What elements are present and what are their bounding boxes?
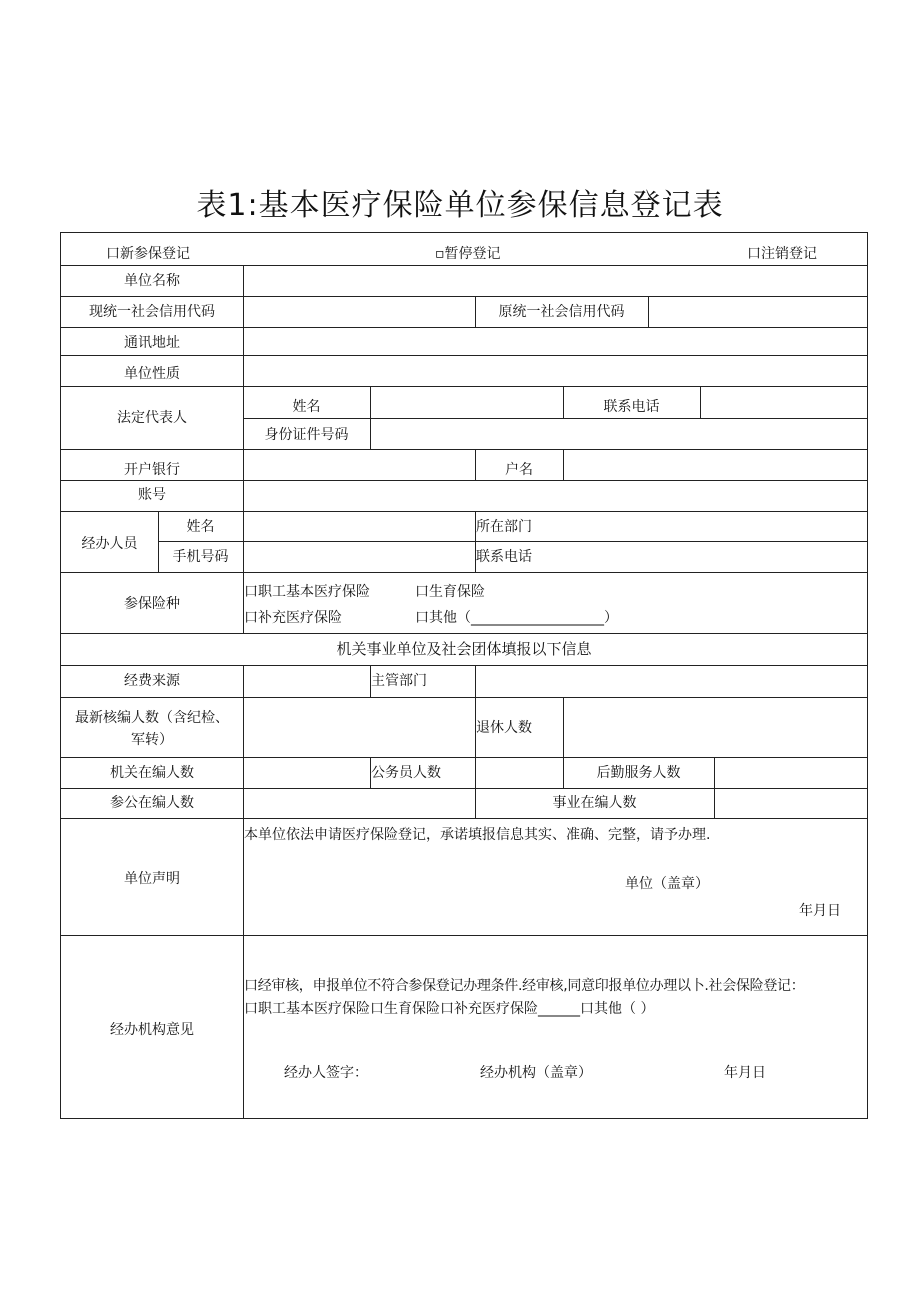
cancel-registration-checkbox[interactable]: 口注销登记	[747, 246, 817, 262]
inst-staff-label: 事业在编人数	[552, 795, 637, 811]
retirees-label: 退休人数	[476, 720, 532, 736]
account-no-label: 账号	[138, 487, 166, 503]
handler-name-label: 姓名	[186, 519, 215, 535]
legal-phone-field[interactable]	[701, 387, 867, 418]
supervisor-label: 主管部门	[371, 673, 427, 689]
unit-seal-label: 单位（盖章）	[625, 876, 709, 892]
opinion-date: 年月日	[724, 1065, 766, 1081]
credit-code-label: 现统一社会信用代码	[89, 304, 215, 320]
bank-label: 开户银行	[124, 462, 180, 478]
handler-name-field[interactable]	[244, 512, 475, 541]
handler-mobile-field[interactable]	[244, 542, 475, 572]
gov-staff-field[interactable]	[244, 758, 370, 788]
fund-source-label: 经费来源	[124, 673, 180, 689]
pause-registration-checkbox[interactable]: ▫暂停登记	[435, 246, 501, 262]
other-insurance-checkbox[interactable]: 口其他（___________________）	[415, 610, 618, 626]
unit-name-label: 单位名称	[124, 273, 180, 289]
inst-staff-field[interactable]	[715, 789, 867, 818]
handler-mobile-label: 手机号码	[172, 549, 229, 565]
orig-credit-code-label: 原统一社会信用代码	[498, 304, 625, 320]
staff-quota-label: 最新核编人数（含纪检、	[75, 710, 229, 726]
ref-staff-field[interactable]	[244, 789, 475, 818]
bank-field[interactable]	[244, 450, 475, 480]
civil-servants-label: 公务员人数	[371, 765, 441, 781]
legal-phone-label: 联系电话	[603, 399, 660, 415]
retirees-field[interactable]	[564, 698, 867, 757]
supplement-medical-checkbox[interactable]: 口补充医疗保险	[244, 610, 342, 626]
account-no-field[interactable]	[244, 481, 867, 511]
agency-opinion-label: 经办机构意见	[110, 1022, 194, 1038]
handler-signature-label: 经办人签字：	[284, 1065, 368, 1081]
legal-id-label: 身份证件号码	[264, 427, 349, 443]
declaration-label: 单位声明	[124, 871, 180, 887]
unit-name-field[interactable]	[244, 266, 867, 296]
legal-id-field[interactable]	[371, 419, 867, 449]
fund-source-field[interactable]	[244, 666, 370, 697]
supervisor-field[interactable]	[476, 666, 867, 697]
ref-staff-label: 参公在编人数	[110, 795, 194, 811]
unit-nature-label: 单位性质	[124, 366, 180, 382]
handler-label: 经办人员	[81, 536, 138, 552]
civil-servants-field[interactable]	[476, 758, 563, 788]
legal-name-label: 姓名	[292, 399, 321, 415]
address-field[interactable]	[244, 328, 867, 355]
registration-form	[60, 232, 868, 1119]
handler-phone-label: 联系电话	[476, 549, 532, 565]
insurance-types-label: 参保险种	[124, 596, 180, 612]
maternity-checkbox[interactable]: 口生育保险	[415, 584, 485, 600]
staff-quota-field[interactable]	[244, 698, 475, 757]
address-label: 通讯地址	[124, 335, 180, 351]
declaration-text: 本单位依法申请医疗保险登记，承诺填报信息其实、准确、完整，请予办理.	[244, 827, 711, 843]
gov-staff-label: 机关在编人数	[110, 765, 194, 781]
handler-phone-field[interactable]	[564, 542, 867, 572]
logistics-label: 后勤服务人数	[596, 765, 681, 781]
credit-code-field[interactable]	[244, 297, 475, 327]
legal-rep-label: 法定代表人	[117, 410, 187, 426]
agency-seal-label: 经办机构（盖章）	[480, 1065, 592, 1081]
opinion-line-2: 口职工基本医疗保险口生育保险口补充医疗保险______口其他（ ）	[244, 1001, 655, 1017]
account-name-label: 户名	[505, 462, 533, 478]
form-title: 表1:基本医疗保险单位参保信息登记表	[196, 188, 724, 223]
legal-name-field[interactable]	[371, 387, 563, 418]
handler-dept-field[interactable]	[564, 512, 867, 541]
basic-medical-checkbox[interactable]: 口职工基本医疗保险	[244, 584, 370, 600]
handler-dept-label: 所在部门	[476, 519, 532, 535]
new-registration-checkbox[interactable]: 口新参保登记	[106, 246, 190, 262]
account-name-field[interactable]	[564, 450, 867, 480]
org-section-heading: 机关事业单位及社会团体填报以下信息	[336, 640, 592, 658]
declaration-date: 年月日	[799, 903, 841, 919]
staff-quota-label-2: 军转）	[131, 732, 173, 748]
logistics-field[interactable]	[715, 758, 867, 788]
orig-credit-code-field[interactable]	[649, 297, 867, 327]
unit-nature-field[interactable]	[244, 356, 867, 386]
opinion-line-1: 口经审核，申报单位不符合参保登记办理条件.经审核,同意印报单位办理以卜.社会保险登记：	[244, 978, 805, 994]
